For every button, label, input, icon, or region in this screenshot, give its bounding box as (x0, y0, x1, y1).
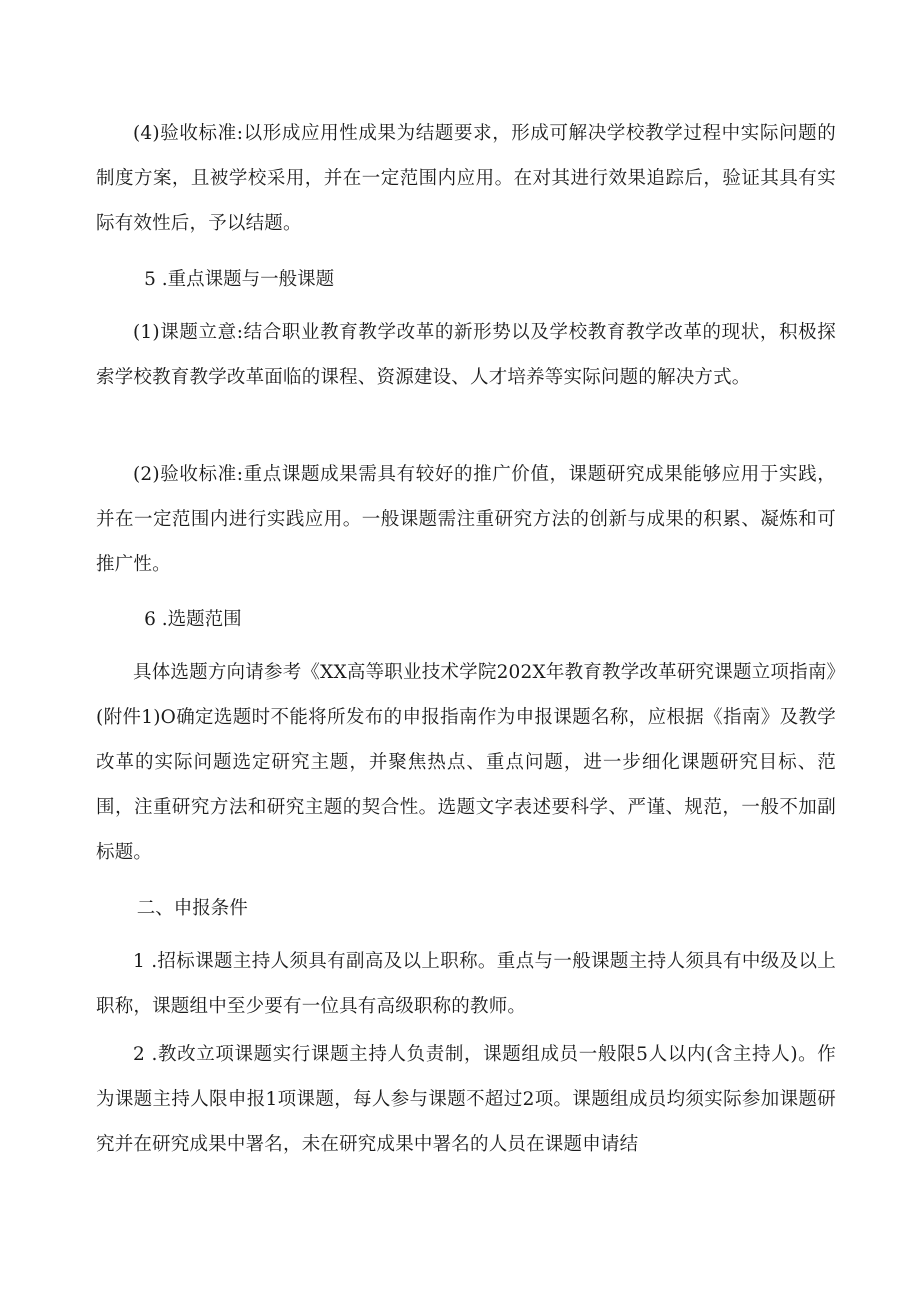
condition-1-paragraph: 1 .招标课题主持人须具有副高及以上职称。重点与一般课题主持人须具有中级及以上职称，课题组中至少要有一位具有高级职称的教师。 (96, 951, 836, 1017)
condition-2-paragraph: 2 .教改立项课题实行课题主持人负责制，课题组成员一般限5人以内(含主持人)。作为课题主持人限申报1项课题，每人参与课题不超过2项。课题组成员均须实际参加课题研究并在研究成果中署名，未在研究成果中署名的人员在课题申请结 (96, 1044, 836, 1155)
topic-intent-paragraph: (1)课题立意:结合职业教育教学改革的新形势以及学校教育教学改革的现状，积极探索学校教育教学改革面临的课程、资源建设、人才培养等实际问题的解决方式。 (96, 322, 836, 388)
section-heading-key-and-general-topics: 5 .重点课题与一般课题 (144, 269, 335, 290)
section-heading-topic-scope: 6 .选题范围 (144, 609, 242, 630)
acceptance-standard-paragraph: (4)验收标准:以形成应用性成果为结题要求，形成可解决学校教学过程中实际问题的制度方案，且被学校采用，并在一定范围内应用。在对其进行效果追踪后，验证其具有实际有效性后，予以结题。 (96, 123, 836, 234)
section-heading-application-conditions: 二、申报条件 (136, 898, 248, 919)
topic-scope-paragraph: 具体选题方向请参考《XX高等职业技术学院202X年教育教学改革研究课题立项指南》(附件1)O确定选题时不能将所发布的申报指南作为申报课题名称，应根据《指南》及教学改革的实际问题选定研究主题，并聚焦热点、重点问题，进一步细化课题研究目标、范围，注重研究方法和研究主题的契合性。选题文字表述要科学、严谨、规范，一般不加副标题。 (96, 662, 836, 863)
key-topic-acceptance-paragraph: (2)验收标准:重点课题成果需具有较好的推广价值，课题研究成果能够应用于实践，并在一定范围内进行实践应用。一般课题需注重研究方法的创新与成果的积累、凝炼和可推广性。 (96, 464, 836, 575)
